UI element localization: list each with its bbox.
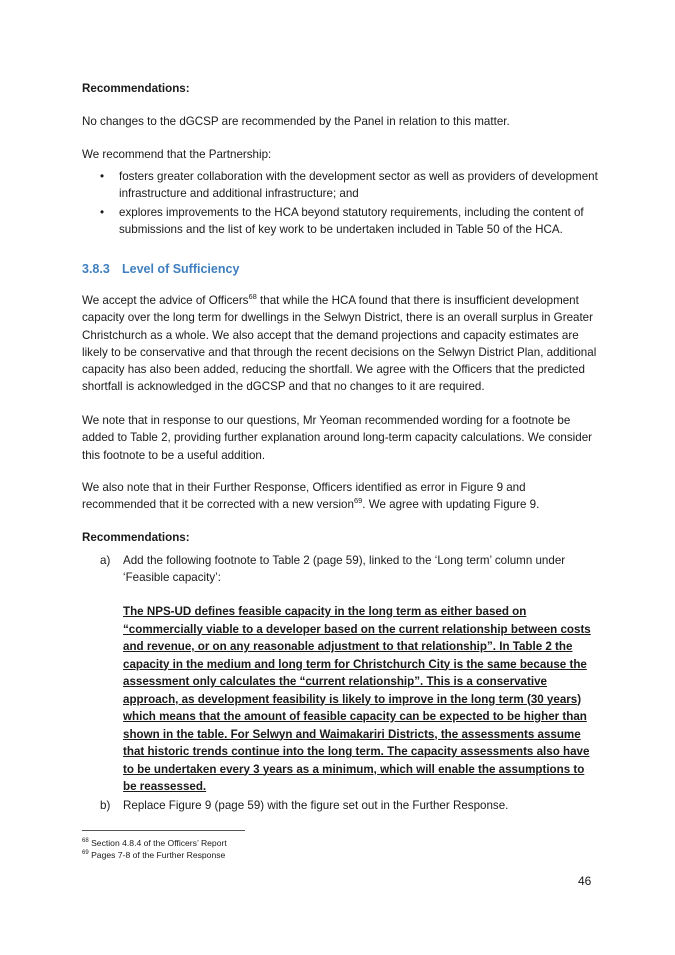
footnote-divider <box>82 830 245 831</box>
footnote-insert-text: The NPS-UD defines feasible capacity in the long term as either based on “commercially viable to a developer based on the current relationship between costs and revenue, or on any reasonable adjustment to that relationship”. In Table 2 the capacity in the medium and long term for Christchurch City is the same because the assessment only calculates the “current relationship”. This is a conservative approach, as development feasibility is likely to improve in the long term (30 years) which means that the amount of feasible capacity can be expected to be higher than shown in the table. For Selwyn and Waimakariri Districts, the assessments assume that historic trends continue into the long term. The capacity assessments also have to be undertaken every 3 years as a minimum, which will enable the assumptions to be reassessed. <box>123 605 591 793</box>
item-label: b) <box>100 799 111 812</box>
item-text: Replace Figure 9 (page 59) with the figure set out in the Further Response. <box>123 799 509 812</box>
bullet-marker: • <box>100 170 105 183</box>
bullet-item <box>100 204 600 239</box>
bullet-marker: • <box>100 206 105 219</box>
sufficiency-paragraph: We accept the advice of Officers$^{68}$ that while the HCA found that there is insufficient development capacity over the long term for dwellings in the Selwyn District, there is an overall surplus in Greater Christchurch as a whole. We also accept that the demand projections and capacity estimates are likely to be conservative and that through the recent decisions on the Selwyn District Plan, additional capacity has also been added, reducing the shortfall. We agree with the Officers that the predicted shortfall is acknowledged in the dGCSP and that no changes to it are required. <box>82 292 597 394</box>
footnote: $^{69}$ Pages 7-8 of the Further Response <box>82 850 226 860</box>
footnote-ref: 69 <box>353 496 363 506</box>
recommendations-heading: Recommendations: <box>82 82 190 95</box>
yeoman-paragraph: We note that in response to our questions, Mr Yeoman recommended wording for a footnote be added to Table 2, providing further explanation around long-term capacity calculations. We consider this footnote to be a useful addition. <box>82 414 592 462</box>
bullet-text: explores improvements to the HCA beyond statutory requirements, including the content of submissions and the list of key work to be undertaken included in Table 50 of the HCA. <box>119 206 584 237</box>
bullet-text: fosters greater collaboration with the development sector as well as providers of development infrastructure and additional infrastructure; and <box>119 170 598 201</box>
item-text: Add the following footnote to Table 2 (page 59), linked to the ‘Long term’ column under ‘Feasible capacity’: <box>123 554 566 585</box>
footnote-ref: 68 <box>248 292 257 302</box>
section-number: 3.8.3 <box>82 262 110 276</box>
section-title: Level of Sufficiency <box>122 262 240 276</box>
page-number: 46 <box>578 874 592 888</box>
footnote: $^{68}$ Section 4.8.4 of the Officers’ Report <box>82 838 227 848</box>
bullet-item <box>100 168 600 203</box>
recommendation-item <box>100 797 600 814</box>
no-changes-paragraph: No changes to the dGCSP are recommended by the Panel in relation to this matter. <box>82 115 510 128</box>
partnership-intro: We recommend that the Partnership: <box>82 148 272 161</box>
section-heading <box>82 261 602 278</box>
item-label: a) <box>100 554 111 567</box>
recommendation-item <box>100 552 600 587</box>
figure9-paragraph: We also note that in their Further Response, Officers identified as error in Figure 9 and recommended that it be corrected with a new version$^{69}$. We agree with updating Figure 9. <box>82 481 540 512</box>
recommendations-heading: Recommendations: <box>82 531 190 544</box>
